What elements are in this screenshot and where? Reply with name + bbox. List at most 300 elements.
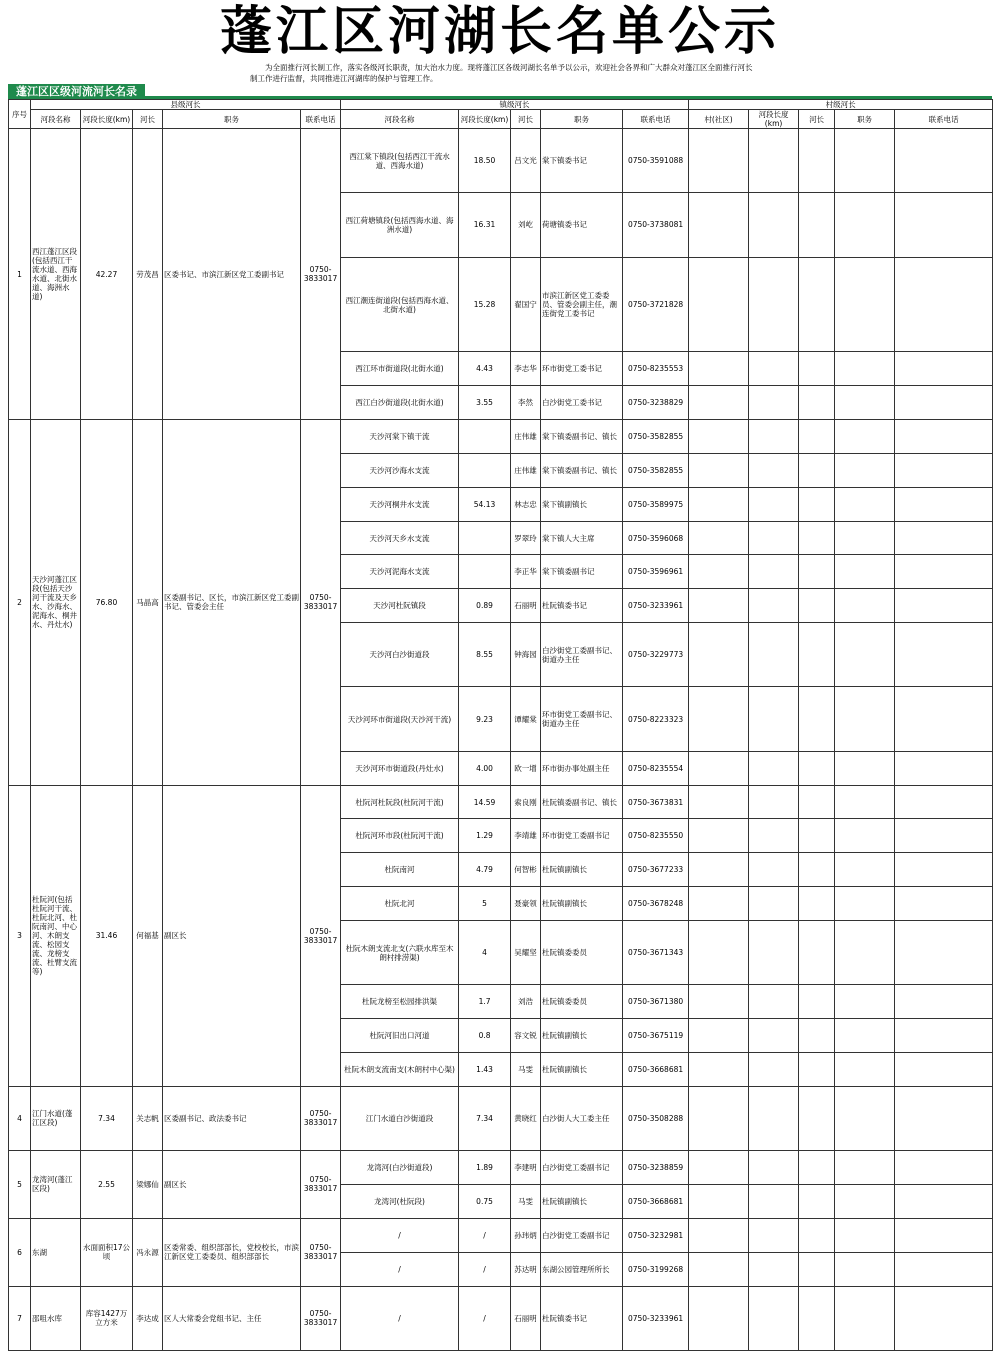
village-cell [799,785,835,819]
town-river-name: 天沙河泥海水支流 [341,555,459,589]
village-cell [895,1252,993,1286]
table-row [9,129,993,193]
village-cell [835,487,895,521]
village-cell [835,1252,895,1286]
county-river-chief: 梁娜仙 [133,1151,163,1219]
town-river-length: 4 [459,920,511,984]
county-river-length: 31.46 [81,785,133,1086]
village-cell [895,555,993,589]
section-label: 蓬江区区级河流河长名录 [8,84,145,100]
town-river-chief: 李靖雄 [511,819,541,853]
village-cell [835,555,895,589]
header-county-group: 县级河长 [31,100,341,110]
village-cell [895,853,993,887]
town-river-name: 江门水道白沙街道段 [341,1086,459,1150]
town-river-chief: 李然 [511,386,541,420]
town-river-post: 杜阮镇委书记 [541,589,623,623]
town-river-name: 天沙河环市街道段(天沙河干流) [341,687,459,751]
page-title: 蓬江区河湖长名单公示 [219,1,780,62]
town-river-name: 西江潮连街道段(包括西海水道、北街水道) [341,257,459,352]
village-cell [895,887,993,921]
town-river-phone: 0750-3677233 [623,853,689,887]
header-village-group: 村级河长 [689,100,993,110]
village-cell [689,352,749,386]
town-river-phone: 0750-3675119 [623,1019,689,1053]
village-cell [799,521,835,555]
town-river-chief: 庄伟雄 [511,420,541,454]
town-river-chief: 谭耀棠 [511,687,541,751]
table-row [9,1151,993,1185]
village-cell [689,785,749,819]
village-cell [749,1218,799,1252]
village-cell [689,521,749,555]
town-river-chief: 容文锐 [511,1019,541,1053]
town-river-name: 西江白沙街道段(北街水道) [341,386,459,420]
village-cell [835,420,895,454]
town-river-post: 杜阮镇委委员 [541,985,623,1019]
county-river-phone: 0750-3833017 [301,420,341,786]
table-row [9,1086,993,1150]
town-river-length: 3.55 [459,386,511,420]
village-cell [895,386,993,420]
town-river-chief: 翟国宁 [511,257,541,352]
village-cell [835,257,895,352]
village-cell [799,853,835,887]
header-village-post: 职务 [835,110,895,129]
header-village-phone: 联系电话 [895,110,993,129]
header-village-length: 河段长度(km) [749,110,799,129]
town-river-chief: 刘屹 [511,193,541,257]
town-river-chief: 石丽明 [511,589,541,623]
town-river-length: 14.59 [459,785,511,819]
town-river-post: 白沙街党工委副书记 [541,1151,623,1185]
village-cell [835,1184,895,1218]
village-cell [749,1252,799,1286]
village-cell [689,1218,749,1252]
county-river-chief: 何福基 [133,785,163,1086]
village-cell [895,687,993,751]
county-river-chief: 马晶高 [133,420,163,786]
town-river-post: 白沙街党工委副书记 [541,1218,623,1252]
town-river-post: 棠下镇委副书记、镇长 [541,420,623,454]
village-cell [835,751,895,785]
village-cell [835,687,895,751]
village-cell [689,887,749,921]
town-river-name: 天沙河沙海水支流 [341,453,459,487]
header-row-group [9,100,993,110]
header-town-chief: 河长 [511,110,541,129]
section-header [8,80,992,99]
town-river-length: 0.8 [459,1019,511,1053]
village-cell [689,420,749,454]
town-river-name: 杜阮木朗支流南支(木朗村中心渠) [341,1052,459,1086]
village-cell [895,785,993,819]
village-cell [799,193,835,257]
village-cell [749,1286,799,1350]
village-cell [749,129,799,193]
river-chief-table [8,99,993,1351]
town-river-phone: 0750-8235554 [623,751,689,785]
town-river-name: 天沙河棠下镇干流 [341,420,459,454]
county-river-post: 区委书记、市滨江新区党工委副书记 [163,129,301,420]
village-cell [799,1019,835,1053]
header-county-chief: 河长 [133,110,163,129]
town-river-length: 1.43 [459,1052,511,1086]
town-river-name: 杜阮龙榜至松园排洪渠 [341,985,459,1019]
county-river-name: 邵咀水库 [31,1286,81,1350]
town-river-name: 西江荷塘镇段(包括西海水道、海洲水道) [341,193,459,257]
village-cell [799,352,835,386]
town-river-phone: 0750-3229773 [623,623,689,687]
town-river-post: 杜阮镇副镇长 [541,853,623,887]
town-river-post: 棠下镇副镇长 [541,487,623,521]
river-seq: 7 [9,1286,31,1350]
town-river-post: 东湖公园管理所所长 [541,1252,623,1286]
village-cell [749,555,799,589]
county-river-length: 2.55 [81,1151,133,1219]
village-cell [689,555,749,589]
header-county-length: 河段长度(km) [81,110,133,129]
table-body [9,129,993,1351]
village-cell [895,1218,993,1252]
village-cell [749,687,799,751]
village-cell [895,1086,993,1150]
county-river-post: 副区长 [163,785,301,1086]
county-river-chief: 冯永源 [133,1218,163,1286]
header-village-chief: 河长 [799,110,835,129]
town-river-phone: 0750-3233961 [623,1286,689,1350]
town-river-chief: 马雯 [511,1184,541,1218]
village-cell [895,257,993,352]
town-river-chief: 聂豪领 [511,887,541,921]
county-river-length: 42.27 [81,129,133,420]
town-river-length: 54.13 [459,487,511,521]
river-seq: 5 [9,1151,31,1219]
town-river-chief: 李正华 [511,555,541,589]
town-river-post: 棠下镇委副书记、镇长 [541,453,623,487]
village-cell [689,589,749,623]
village-cell [799,819,835,853]
town-river-phone: 0750-3238829 [623,386,689,420]
town-river-chief: 李建明 [511,1151,541,1185]
county-river-phone: 0750-3833017 [301,1286,341,1350]
village-cell [689,853,749,887]
town-river-post: 棠下镇委副书记 [541,555,623,589]
town-river-length [459,521,511,555]
village-cell [749,1052,799,1086]
county-river-post: 区人大常委会党组书记、主任 [163,1286,301,1350]
village-cell [835,623,895,687]
header-town-phone: 联系电话 [623,110,689,129]
village-cell [799,1086,835,1150]
town-river-post: 杜阮镇副镇长 [541,1019,623,1053]
town-river-chief: 林志忠 [511,487,541,521]
header-county-post: 职务 [163,110,301,129]
county-river-chief: 劳茂昌 [133,129,163,420]
town-river-phone: 0750-3582855 [623,453,689,487]
town-river-post: 棠下镇委书记 [541,129,623,193]
village-cell [835,193,895,257]
village-cell [895,1019,993,1053]
village-cell [895,487,993,521]
town-river-length: 8.55 [459,623,511,687]
town-river-name: 龙湾河(白沙街道段) [341,1151,459,1185]
county-river-phone: 0750-3833017 [301,1218,341,1286]
village-cell [749,985,799,1019]
village-cell [749,887,799,921]
town-river-length: 7.34 [459,1086,511,1150]
county-river-name: 天沙河蓬江区段(包括天沙河干流及天乡水、沙海水、泥海水、桐井水、丹灶水) [31,420,81,786]
village-cell [835,887,895,921]
village-cell [749,193,799,257]
village-cell [799,1151,835,1185]
town-river-length: 4.43 [459,352,511,386]
town-river-length: / [459,1252,511,1286]
town-river-phone: 0750-3199268 [623,1252,689,1286]
village-cell [895,193,993,257]
town-river-chief: 马雯 [511,1052,541,1086]
town-river-post: 杜阮镇委副书记、镇长 [541,785,623,819]
town-river-name: 杜阮河旧出口河道 [341,1019,459,1053]
county-river-length: 7.34 [81,1086,133,1150]
town-river-phone: 0750-3596961 [623,555,689,589]
town-river-length: 4.79 [459,853,511,887]
town-river-phone: 0750-8223323 [623,687,689,751]
village-cell [895,751,993,785]
village-cell [835,386,895,420]
town-river-name: 天沙河杜阮镇段 [341,589,459,623]
town-river-post: 杜阮镇委委员 [541,920,623,984]
county-river-length: 水面面积17公顷 [81,1218,133,1286]
village-cell [689,1252,749,1286]
town-river-chief: 刘浩 [511,985,541,1019]
village-cell [799,1252,835,1286]
town-river-phone: 0750-3668681 [623,1184,689,1218]
village-cell [835,521,895,555]
county-river-phone: 0750-3833017 [301,1151,341,1219]
village-cell [835,853,895,887]
village-cell [689,1019,749,1053]
village-cell [799,453,835,487]
village-cell [689,623,749,687]
county-river-name: 龙湾河(蓬江区段) [31,1151,81,1219]
town-river-post: 杜阮镇委书记 [541,1286,623,1350]
village-cell [749,386,799,420]
town-river-phone: 0750-3738081 [623,193,689,257]
village-cell [689,1151,749,1185]
town-river-chief: 吕文光 [511,129,541,193]
river-seq: 2 [9,420,31,786]
town-river-phone: 0750-3232981 [623,1218,689,1252]
village-cell [749,623,799,687]
county-river-post: 区委副书记、政法委书记 [163,1086,301,1150]
village-cell [749,819,799,853]
town-river-name: / [341,1218,459,1252]
village-cell [799,751,835,785]
town-river-phone: 0750-8235550 [623,819,689,853]
town-river-post: 环市街党工委书记 [541,352,623,386]
town-river-phone: 0750-3591088 [623,129,689,193]
village-cell [895,521,993,555]
town-river-chief: 索良刚 [511,785,541,819]
village-cell [895,1052,993,1086]
town-river-phone: 0750-8235553 [623,352,689,386]
town-river-post: 环市街党工委副书记、街道办主任 [541,687,623,751]
village-cell [749,853,799,887]
village-cell [689,129,749,193]
village-cell [835,1151,895,1185]
header-village-name: 村(社区) [689,110,749,129]
river-seq: 1 [9,129,31,420]
town-river-length [459,555,511,589]
header-town-length: 河段长度(km) [459,110,511,129]
town-river-name: / [341,1252,459,1286]
town-river-name: 西江环市街道段(北街水道) [341,352,459,386]
village-cell [689,1286,749,1350]
county-river-post: 区委副书记、区长，市滨江新区党工委副书记、管委会主任 [163,420,301,786]
town-river-length [459,453,511,487]
village-cell [749,521,799,555]
town-river-chief: 李志华 [511,352,541,386]
village-cell [895,420,993,454]
village-cell [689,920,749,984]
town-river-name: 天沙河环市街道段(丹灶水) [341,751,459,785]
village-cell [749,589,799,623]
town-river-length: 0.89 [459,589,511,623]
village-cell [799,129,835,193]
village-cell [835,1218,895,1252]
village-cell [799,985,835,1019]
county-river-name: 东湖 [31,1218,81,1286]
town-river-post: 白沙街人大工委主任 [541,1086,623,1150]
village-cell [689,386,749,420]
table-row [9,420,993,454]
town-river-length: 5 [459,887,511,921]
town-river-chief: 石丽明 [511,1286,541,1350]
village-cell [835,985,895,1019]
village-cell [799,623,835,687]
town-river-post: 杜阮镇副镇长 [541,887,623,921]
village-cell [689,487,749,521]
village-cell [749,257,799,352]
town-river-post: 棠下镇人大主席 [541,521,623,555]
village-cell [749,420,799,454]
town-river-length: 0.75 [459,1184,511,1218]
village-cell [689,1052,749,1086]
village-cell [749,1184,799,1218]
county-river-length: 库容1427万立方米 [81,1286,133,1350]
county-river-phone: 0750-3833017 [301,1086,341,1150]
town-river-chief: 苏达明 [511,1252,541,1286]
village-cell [689,1086,749,1150]
intro-text: 为全面推行河长制工作，落实各级河长职责，加大治水力度。现将蓬江区各级河湖长名单予以公示，欢迎社会各界和广大群众对蓬江区全面推行河长制工作进行监督，共同推进江河湖库的保护与管理工作。 [250,63,753,83]
county-river-post: 副区长 [163,1151,301,1219]
town-river-length [459,420,511,454]
village-cell [835,352,895,386]
village-cell [835,785,895,819]
county-river-post: 区委常委、组织部部长，党校校长，市滨江新区党工委委员、组织部部长 [163,1218,301,1286]
county-river-phone: 0750-3833017 [301,129,341,420]
town-river-name: 杜阮河环市段(杜阮河干流) [341,819,459,853]
county-river-length: 76.80 [81,420,133,786]
town-river-phone: 0750-3589975 [623,487,689,521]
town-river-name: 西江棠下镇段(包括西江干流水道、西海水道) [341,129,459,193]
town-river-name: 天沙河白沙街道段 [341,623,459,687]
village-cell [689,687,749,751]
village-cell [895,985,993,1019]
town-river-name: 龙湾河(杜阮段) [341,1184,459,1218]
village-cell [835,1052,895,1086]
header-row-columns [9,110,993,129]
village-cell [895,1286,993,1350]
town-river-phone: 0750-3582855 [623,420,689,454]
village-cell [749,1151,799,1185]
village-cell [689,257,749,352]
town-river-name: 杜阮木朗支流北支(六联水库至木朗村排涝渠) [341,920,459,984]
town-river-name: 杜阮南河 [341,853,459,887]
river-seq: 4 [9,1086,31,1150]
village-cell [799,1286,835,1350]
village-cell [835,129,895,193]
village-cell [799,386,835,420]
town-river-name: 杜阮北河 [341,887,459,921]
town-river-chief: 欧一增 [511,751,541,785]
header-county-phone: 联系电话 [301,110,341,129]
town-river-phone: 0750-3721828 [623,257,689,352]
village-cell [835,1086,895,1150]
town-river-post: 杜阮镇副镇长 [541,1184,623,1218]
village-cell [799,589,835,623]
town-river-chief: 罗翠玲 [511,521,541,555]
county-river-name: 江门水道(蓬江区段) [31,1086,81,1150]
county-river-chief: 关志帆 [133,1086,163,1150]
town-river-phone: 0750-3668681 [623,1052,689,1086]
village-cell [799,555,835,589]
town-river-phone: 0750-3671343 [623,920,689,984]
town-river-post: 白沙街党工委书记 [541,386,623,420]
town-river-phone: 0750-3596068 [623,521,689,555]
village-cell [895,453,993,487]
village-cell [749,352,799,386]
town-river-length: 16.31 [459,193,511,257]
table-row [9,785,993,819]
village-cell [689,193,749,257]
county-river-phone: 0750-3833017 [301,785,341,1086]
town-river-post: 杜阮镇副镇长 [541,1052,623,1086]
village-cell [689,985,749,1019]
town-river-name: 杜阮河杜阮段(杜阮河干流) [341,785,459,819]
town-river-name: 天沙河天乡水支流 [341,521,459,555]
village-cell [835,819,895,853]
village-cell [689,1184,749,1218]
village-cell [799,920,835,984]
town-river-chief: 何智彬 [511,853,541,887]
header-town-post: 职务 [541,110,623,129]
village-cell [895,129,993,193]
village-cell [895,819,993,853]
town-river-length: 15.28 [459,257,511,352]
header-town-river: 河段名称 [341,110,459,129]
village-cell [799,687,835,751]
county-river-name: 杜阮河(包括杜阮河干流、杜阮北河、杜阮南河、中心河、木朗支流、松园支流、龙榜支流、杜臂支流等) [31,785,81,1086]
village-cell [689,453,749,487]
village-cell [895,1151,993,1185]
town-river-chief: 钟海园 [511,623,541,687]
header-seq: 序号 [9,100,31,129]
village-cell [749,751,799,785]
village-cell [749,1086,799,1150]
county-river-chief: 李达成 [133,1286,163,1350]
